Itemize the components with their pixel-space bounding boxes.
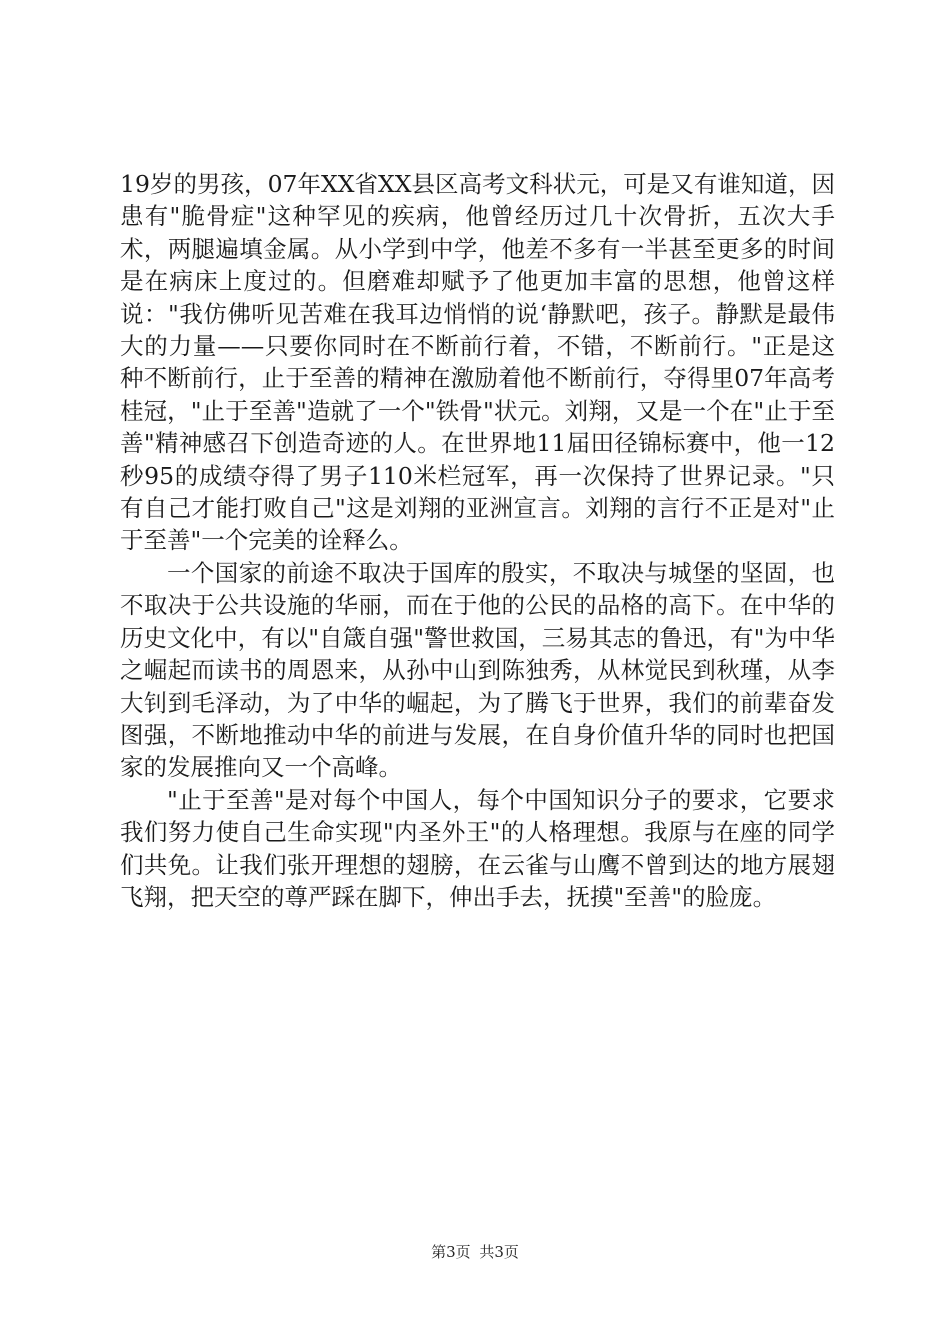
- paragraph-2: 一个国家的前途不取决于国库的殷实，不取决与城堡的坚固，也不取决于公共设施的华丽，而在于他的公民的品格的高下。在中华的历史文化中，有以"自箴自强"警世救国，三易其志的鲁迅，有"为中华之崛起而读书的周恩来，从孙中山到陈独秀，从林觉民到秋瑾，从李大钊到毛泽动，为了中华的崛起，为了腾飞于世界，我们的前辈奋发图强，不断地推动中华的前进与发展，在自身价值升华的同时也把国家的发展推向又一个高峰。: [120, 558, 835, 782]
- document-body: [120, 168, 835, 913]
- page-number: 第3页: [431, 1243, 471, 1261]
- page-total: 共3页: [479, 1243, 519, 1261]
- paragraph-1: 19岁的男孩，07年XX省XX县区高考文科状元，可是又有谁知道，因患有"脆骨症"这种罕见的疾病，他曾经历过几十次骨折，五次大手术，两腿遍填金属。从小学到中学，他差不多有一半甚至更多的时间是在病床上度过的。但磨难却赋予了他更加丰富的思想，他曾这样说："我仿佛听见苦难在我耳边悄悄的说‘静默吧，孩子。静默是最伟大的力量——只要你同时在不断前行着，不错，不断前行。"正是这种不断前行，止于至善的精神在激励着他不断前行，夺得里07年高考桂冠，"止于至善"造就了一个"铁骨"状元。刘翔，又是一个在"止于至善"精神感召下创造奇迹的人。在世界地11届田径锦标赛中，他一12秒95的成绩夺得了男子110米栏冠军，再一次保持了世界记录。"只有自己才能打败自己"这是刘翔的亚洲宣言。刘翔的言行不正是对"止于至善"一个完美的诠释么。: [120, 170, 835, 555]
- page-footer: [0, 1242, 950, 1262]
- paragraph-3: "止于至善"是对每个中国人，每个中国知识分子的要求，它要求我们努力使自己生命实现"内圣外王"的人格理想。我原与在座的同学们共免。让我们张开理想的翅膀，在云雀与山鹰不曾到达的地方展翅飞翔，把天空的尊严踩在脚下，伸出手去，抚摸"至善"的脸庞。: [120, 785, 835, 911]
